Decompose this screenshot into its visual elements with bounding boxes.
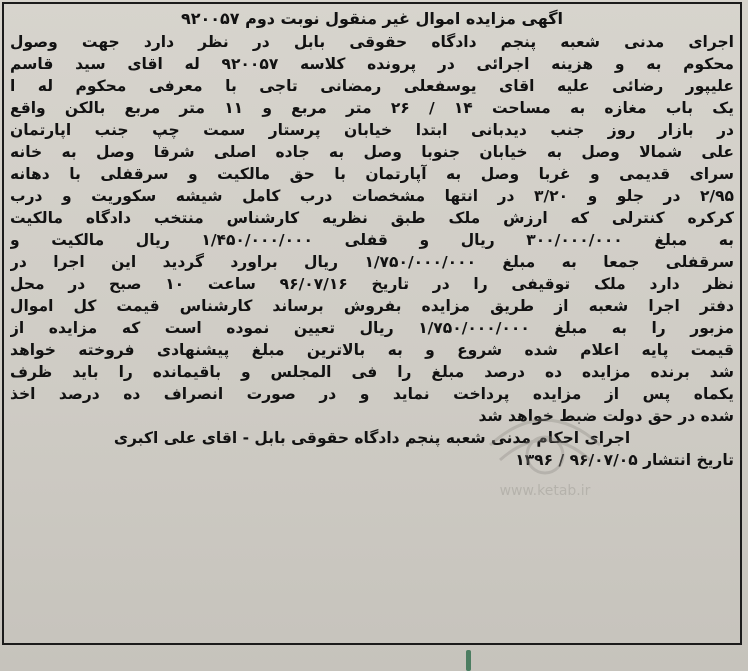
publish-date: تاریخ انتشار ۹۶/۰۷/۰۵ / ۱۳۹۶ xyxy=(515,451,734,469)
notice-line: شده در حق دولت ضبط خواهد شد xyxy=(478,407,734,425)
notice-line: به مبلغ ۳۰۰/۰۰۰/۰۰۰ ریال و قفلی ۱/۴۵۰/۰۰۰/۰۰۰ ریال مالکیت و xyxy=(10,231,734,249)
notice-line: اجرای مدنی شعبه پنجم دادگاه حقوقی بابل در نظر دارد جهت وصول xyxy=(10,33,734,51)
notice-line: در بازار روز جنب دیدبانی ابتدا خیابان پرستار سمت چپ جنب اپارتمان xyxy=(10,121,734,139)
notice-line: مزبور را به مبلغ ۱/۷۵۰/۰۰۰/۰۰۰ ریال تعیین نموده است که مزایده از xyxy=(10,319,734,337)
notice-line: یکماه پس از مزایده پرداخت نماید و در صورت انصراف ده درصد اخذ xyxy=(10,385,734,403)
notice-line: کرکره کنترلی که ارزش ملک طبق نظریه کارشناس منتخب دادگاه مالکیت xyxy=(10,209,734,227)
svg-text:www.ketab.ir: www.ketab.ir xyxy=(499,483,591,499)
notice-line: علیپور رضائی علیه اقای یوسفعلی رمضانی تاجی با معرفی محکوم له ا xyxy=(10,77,734,95)
notice-line: یک باب مغازه به مساحت ۱۴ / ۲۶ متر مربع و ۱۱ متر مربع بالکن واقع xyxy=(10,99,734,117)
auction-notice-box xyxy=(2,2,742,645)
notice-line: دفتر اجرا شعبه از طریق مزایده بفروش برساند کارشناس قیمت کل اموال xyxy=(10,297,734,315)
notice-line: قیمت پایه اعلام شده شروع و به بالاترین مبلغ پیشنهادی فروخته خواهد xyxy=(10,341,734,359)
notice-line: علی شمالا وصل به خیابان جنوبا وصل به جاده اصلی شرقا وصل به خانه xyxy=(10,143,734,161)
notice-line: ۲/۹۵ در جلو و ۳/۲۰ در انتها مشخصات درب کامل شیشه سکوریت و درب xyxy=(10,187,734,205)
notice-line: شد برنده مزایده ده درصد مبلغ را فی المجلس و باقیمانده را باید ظرف xyxy=(10,363,734,381)
notice-title: اگهی مزایده اموال غیر منقول نوبت دوم ۹۲۰۰۵۷ xyxy=(180,9,564,28)
notice-line: سرقفلی جمعا به مبلغ ۱/۷۵۰/۰۰۰/۰۰۰ ریال براورد گردید این اجرا در xyxy=(10,253,734,271)
notice-line: سرای قدیمی و غربا وصل به آپارتمان با حق مالکیت و سرقفلی با دهانه xyxy=(10,165,734,183)
notice-signature: اجرای احکام مدنی شعبه پنجم دادگاه حقوقی بابل - اقای علی اکبری xyxy=(113,429,631,447)
pen-mark xyxy=(466,650,471,671)
notice-line: نظر دارد ملک توقیفی را در تاریخ ۹۶/۰۷/۱۶ ساعت ۱۰ صبح در محل xyxy=(10,275,734,293)
notice-line: محکوم به و هزینه اجرائی در پرونده کلاسه ۹۲۰۰۵۷ له اقای سید قاسم xyxy=(10,55,734,73)
